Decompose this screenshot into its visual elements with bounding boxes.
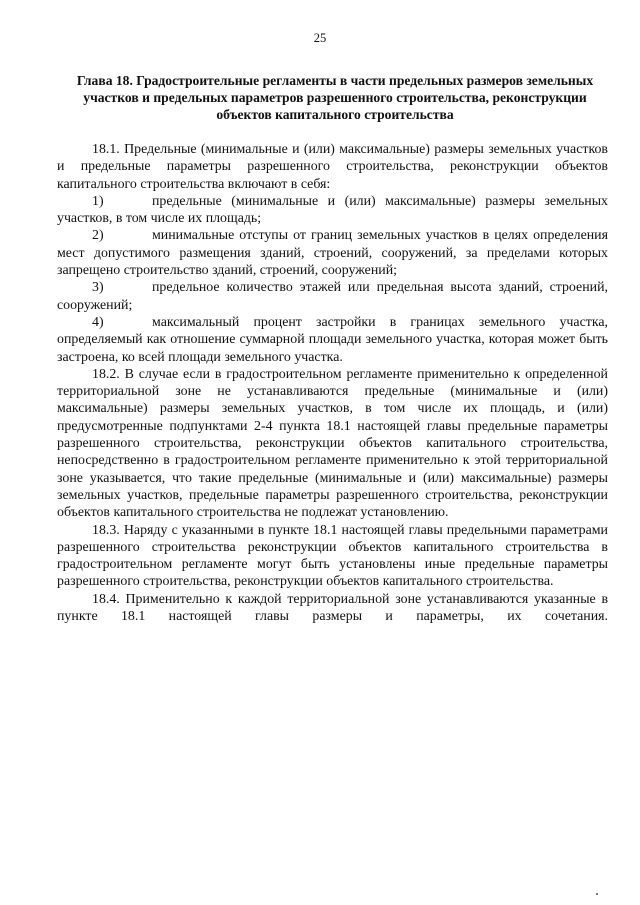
list-item-number: 2) [92,228,104,244]
list-item-1 [57,193,608,228]
paragraph-18-4: 18.4. Применительно к каждой территориальной зоне устанавливаются указанные в пункте 18.1 настоящей главы размеры и параметры, их сочетания. [57,591,608,625]
list-item-number: 3) [92,280,104,296]
paragraph-18-2: 18.2. В случае если в градостроительном регламенте применительно к определенной территориальной зоне не устанавливаются предельные (минимальные и (или) максимальные) размеры земельных участков, в том числе их площадь, и (или) предусмотренные подпунктами 2-4 пункта 18.1 настоящей главы предельные параметры разрешенного строительства, реконструкции объектов капитального строительства, непосредственно в градостроительном регламенте применительно к этой территориальной зоне указывается, что такие предельные (минимальные и (или) максимальные) размеры земельных участков, предельные параметры разрешенного строительства, реконструкции объектов капитального строительства не подлежат установлению. [57,366,608,521]
page-number: 25 [313,31,327,45]
list-item-number: 4) [92,314,104,330]
list-item-text: минимальные отступы от границ земельных участков в целях определения мест допустимого размещения зданий, строений, сооружений, за пределами которых запрещено строительство зданий, строений, сооружений; [57,228,608,279]
list-item-number: 1) [92,193,104,209]
paragraph-18-1: 18.1. Предельные (минимальные и (или) максимальные) размеры земельных участков и предельные параметры разрешенного строительства, реконструкции объектов капитального строительства включают в себя: [57,142,608,192]
paragraph-18-3: 18.3. Наряду с указанными в пункте 18.1 настоящей главы предельными параметрами разрешенного строительства реконструкции объектов капитального строительства в градостроительном регламенте могут быть установлены иные предельные параметры разрешенного строительства, реконструкции объектов капитального строительства. [57,522,608,590]
list-item-text: максимальный процент застройки в границах земельного участка, определяемый как отношение суммарной площади земельного участка, которая может быть застроена, ко всей площади земельного участка. [57,314,608,365]
list-item-3 [57,279,608,314]
list-item-text: предельные (минимальные и (или) максимальные) размеры земельных участков, в том числе их площадь; [57,193,608,227]
list-item-4 [57,314,608,366]
list-item-2 [57,227,608,279]
document-body [57,141,608,625]
list-item-text: предельное количество этажей или предельная высота зданий, строений, сооружений; [57,280,608,313]
chapter-heading: Глава 18. Градостроительные регламенты в части предельных размеров земельных участков и предельных параметров разрешенного строительства, реконструкции объектов капитального строительства [76,73,594,122]
scan-speck [596,893,598,895]
